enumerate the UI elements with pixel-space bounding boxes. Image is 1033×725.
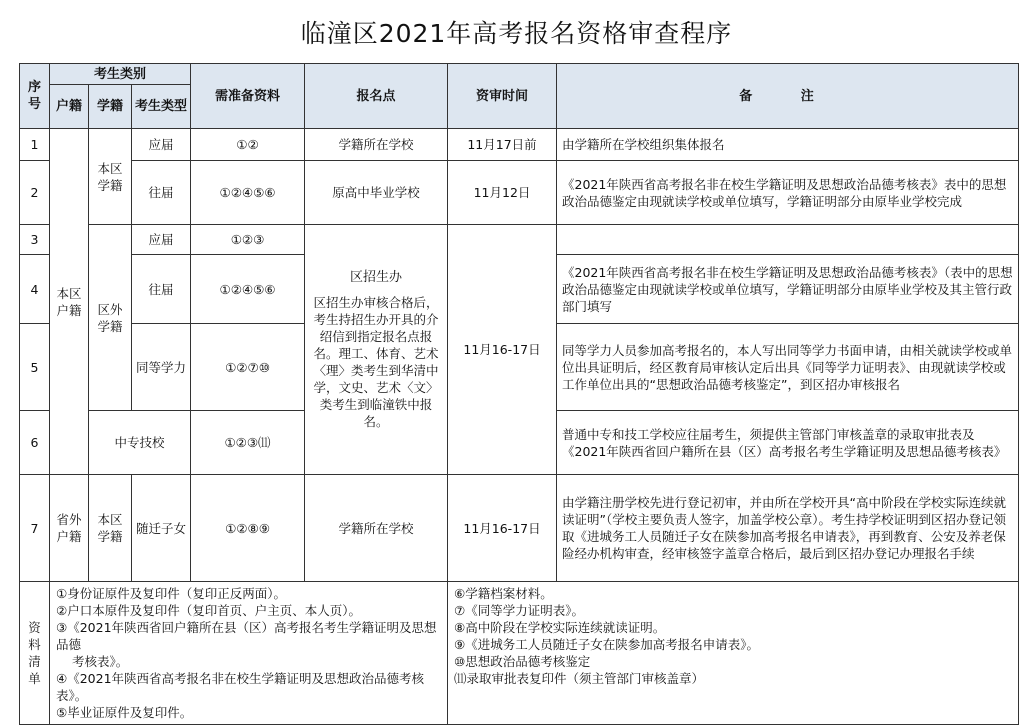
location-cell: 学籍所在学校 bbox=[305, 129, 448, 161]
leixing-cell: 同等学力 bbox=[132, 324, 191, 411]
leixing-cell: 中专技校 bbox=[89, 411, 191, 475]
table-row bbox=[20, 475, 1019, 582]
seq-cell: 4 bbox=[20, 255, 50, 324]
material-item: ⑾录取审批表复印件（须主管部门审核盖章） bbox=[454, 671, 705, 686]
shared-time-cell: 11月16-17日 bbox=[448, 225, 557, 475]
shared-location-cell bbox=[305, 225, 448, 475]
seq-cell: 1 bbox=[20, 129, 50, 161]
materials-list-label: 资料清单 bbox=[20, 582, 50, 725]
shared-location-text: 区招生办审核合格后，考生持招生办开具的介绍信到指定报名点报名。理工、体育、艺术〈理〉类考生到华清中学，文史、艺术〈文〉类考生到临潼铁中报名。 bbox=[313, 295, 439, 429]
qualification-table bbox=[19, 63, 1019, 725]
materials-cell: ①② bbox=[191, 129, 305, 161]
material-item: ⑤毕业证原件及复印件。 bbox=[56, 705, 193, 720]
leixing-cell: 应届 bbox=[132, 129, 191, 161]
seq-cell: 3 bbox=[20, 225, 50, 255]
material-item: ⑩思想政治品德考核鉴定 bbox=[454, 654, 591, 669]
material-item: ⑨《进城务工人员随迁子女在陕参加高考报名申请表》。 bbox=[454, 637, 759, 652]
leixing-cell: 随迁子女 bbox=[132, 475, 191, 582]
note-cell: 由学籍所在学校组织集体报名 bbox=[557, 129, 1019, 161]
material-item: ①身份证原件及复印件（复印正反两面）。 bbox=[56, 586, 286, 601]
xueji-cell: 本区学籍 bbox=[89, 475, 132, 582]
leixing-cell: 往届 bbox=[132, 161, 191, 225]
material-item: ⑦《同等学力证明表》。 bbox=[454, 603, 584, 618]
note-cell: 《2021年陕西省高考报名非在校生学籍证明及思想政治品德考核表》（表中的思想政治品德鉴定由现就读学校或单位填写，学籍证明部分由原毕业学校及其主管行政部门填写 bbox=[557, 255, 1019, 324]
header-location: 报名点 bbox=[305, 64, 448, 129]
note-cell: 由学籍注册学校先进行登记初审，并由所在学校开具“高中阶段在学校实际连续就读证明”（学校主要负责人签字，加盖学校公章）。考生持学校证明到区招办登记领取《进城务工人员随迁子女在陕参加高考报名申请表》，再到教育、公安及养老保险经办机构审查，经审核签字盖章合格后，最后到区招办登记办理报名手续 bbox=[557, 475, 1019, 582]
materials-list-row bbox=[20, 582, 1019, 725]
header-remarks: 备 注 bbox=[557, 64, 1019, 129]
location-cell: 学籍所在学校 bbox=[305, 475, 448, 582]
table-row bbox=[20, 225, 1019, 255]
header-seq: 序号 bbox=[20, 64, 50, 129]
location-cell: 原高中毕业学校 bbox=[305, 161, 448, 225]
header-materials: 需准备资料 bbox=[191, 64, 305, 129]
time-cell: 11月17日前 bbox=[448, 129, 557, 161]
materials-cell: ①②③⑾ bbox=[191, 411, 305, 475]
leixing-cell: 应届 bbox=[132, 225, 191, 255]
material-item: ⑧高中阶段在学校实际连续就读证明。 bbox=[454, 620, 666, 635]
table-row bbox=[20, 161, 1019, 225]
materials-cell: ①②⑦⑩ bbox=[191, 324, 305, 411]
materials-cell: ①②⑧⑨ bbox=[191, 475, 305, 582]
time-cell: 11月12日 bbox=[448, 161, 557, 225]
page-title: 临潼区2021年高考报名资格审查程序 bbox=[300, 19, 733, 48]
note-cell: 《2021年陕西省高考报名非在校生学籍证明及思想政治品德考核表》表中的思想政治品德鉴定由现就读学校或单位填写，学籍证明部分由原毕业学校完成 bbox=[557, 161, 1019, 225]
material-item: 考核表》。 bbox=[72, 654, 129, 669]
header-leixing: 考生类型 bbox=[132, 85, 191, 129]
seq-cell: 5 bbox=[20, 324, 50, 411]
time-cell: 11月16-17日 bbox=[448, 475, 557, 582]
header-time: 资审时间 bbox=[448, 64, 557, 129]
table-row bbox=[20, 129, 1019, 161]
materials-cell: ①②④⑤⑥ bbox=[191, 161, 305, 225]
huji-cell: 本区户籍 bbox=[50, 129, 89, 475]
seq-cell: 6 bbox=[20, 411, 50, 475]
seq-cell: 7 bbox=[20, 475, 50, 582]
materials-cell: ①②④⑤⑥ bbox=[191, 255, 305, 324]
leixing-cell: 往届 bbox=[132, 255, 191, 324]
header-xueji: 学籍 bbox=[89, 85, 132, 129]
xueji-cell: 区外学籍 bbox=[89, 225, 132, 411]
material-item: ②户口本原件及复印件（复印首页、户主页、本人页）。 bbox=[56, 603, 361, 618]
material-item: ⑥学籍档案材料。 bbox=[454, 586, 553, 601]
note-cell: 普通中专和技工学校应往届考生，须提供主管部门审核盖章的录取审批表及《2021年陕西省回户籍所在县（区）高考报名考生学籍证明及思想品德考核表》 bbox=[557, 411, 1019, 475]
note-cell bbox=[557, 225, 1019, 255]
seq-cell: 2 bbox=[20, 161, 50, 225]
xueji-cell: 本区学籍 bbox=[89, 129, 132, 225]
material-item: ③《2021年陕西省回户籍所在县（区）高考报名考生学籍证明及思想品德 bbox=[56, 620, 437, 652]
note-cell: 同等学力人员参加高考报名的，本人写出同等学力书面申请，由相关就读学校或单位出具证明后，经区教育局审核认定后出具《同等学力证明表》、由现就读学校或工作单位出具的“思想政治品德考核鉴定”，到区招办审核报名 bbox=[557, 324, 1019, 411]
huji-cell: 省外户籍 bbox=[50, 475, 89, 582]
material-item: ④《2021年陕西省高考报名非在校生学籍证明及思想政治品德考核表》。 bbox=[56, 671, 425, 703]
shared-location-title: 区招生办 bbox=[349, 270, 402, 285]
materials-list-left bbox=[50, 582, 448, 725]
header-huji: 户籍 bbox=[50, 85, 89, 129]
materials-cell: ①②③ bbox=[191, 225, 305, 255]
materials-list-right bbox=[448, 582, 1019, 725]
header-category: 考生类别 bbox=[50, 64, 191, 85]
